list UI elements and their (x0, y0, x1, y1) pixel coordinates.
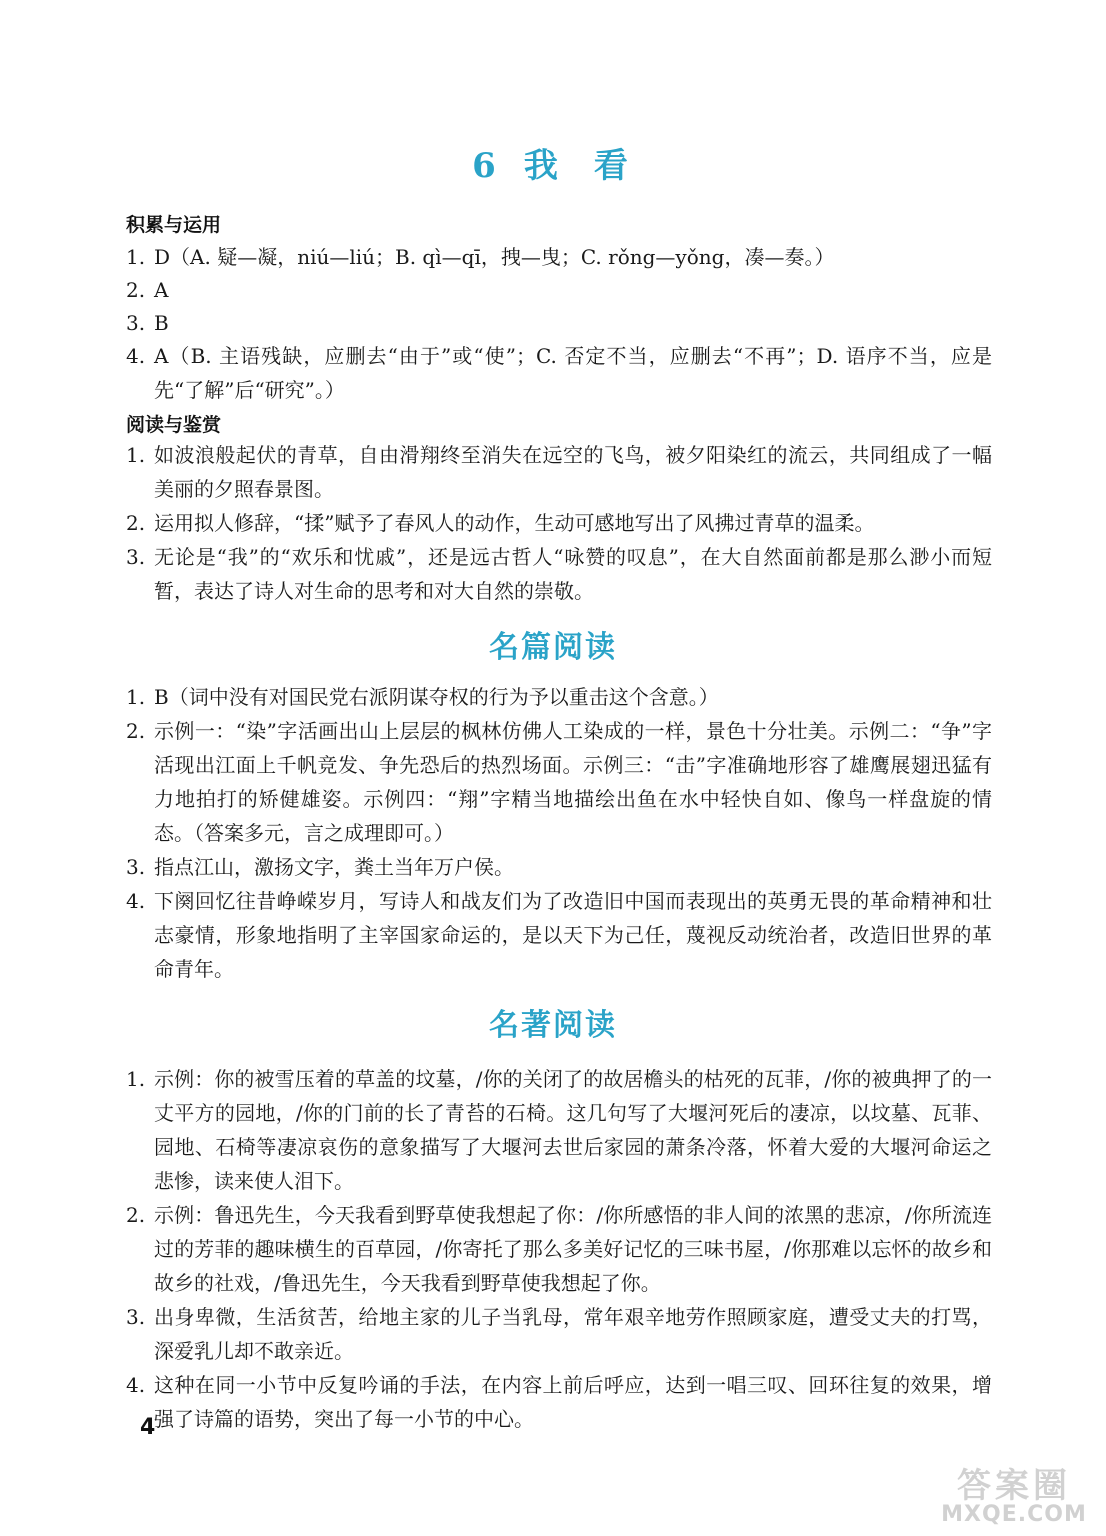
item-text: 示例一：“染”字活画出山上层层的枫林仿佛人工染成的一样，景色十分壮美。示例二：“争”字活现出江面上千帆竞发、争先恐后的热烈场面。示例三：“击”字准确地形容了雄鹰展翅迅猛有力地拍打的矫健雄姿。示例四：“翔”字精当地描绘出鱼在水中轻快自如、像鸟一样盘旋的情态。（答案多元，言之成理即可。） (154, 719, 992, 845)
item-text: 这种在同一小节中反复吟诵的手法，在内容上前后呼应，达到一唱三叹、回环往复的效果，增强了诗篇的语势，突出了每一小节的中心。 (154, 1373, 992, 1431)
list-item (126, 850, 992, 884)
item-number: 4. (126, 344, 146, 368)
watermark-logo (930, 1458, 1098, 1530)
item-text: A (154, 278, 169, 302)
list-item (126, 714, 992, 845)
item-text: 下阕回忆往昔峥嵘岁月，写诗人和战友们为了改造旧中国而表现出的英勇无畏的革命精神和壮志豪情，形象地指明了主宰国家命运的，是以天下为己任，蔑视反动统治者，改造旧世界的革命青年。 (154, 889, 992, 981)
item-number: 1. (126, 1067, 146, 1091)
lesson-title-word-2: 看 (593, 146, 634, 186)
item-text: 出身卑微，生活贫苦，给地主家的儿子当乳母，常年艰辛地劳作照顾家庭，遭受丈夫的打骂，深爱乳儿却不敢亲近。 (154, 1305, 992, 1363)
list-item (126, 540, 992, 603)
item-text: 运用拟人修辞，“揉”赋予了春风人的动作，生动可感地写出了风拂过青草的温柔。 (154, 511, 875, 535)
watermark-chinese: 答案圈 (957, 1466, 1071, 1506)
item-number: 2. (126, 511, 146, 535)
list-item (126, 240, 992, 274)
item-number: 3. (126, 545, 146, 569)
item-text: 示例：你的被雪压着的草盖的坟墓，/你的关闭了的故居檐头的枯死的瓦菲，/你的被典押了的一丈平方的园地，/你的门前的长了青苔的石椅。这几句写了大堰河死后的凄凉，以坟墓、瓦菲、园地、石椅等凄凉哀伤的意象描写了大堰河去世后家园的萧条冷落，怀着大爱的大堰河命运之悲惨，读来使人泪下。 (154, 1067, 992, 1193)
list-item (126, 306, 992, 340)
list-item (126, 1300, 992, 1363)
item-number: 1. (126, 245, 146, 269)
list-item (126, 438, 992, 501)
item-number: 2. (126, 278, 146, 302)
item-number: 3. (126, 311, 146, 335)
list-item (126, 1198, 992, 1295)
item-text: D（A. 疑—凝，niú—liú；B. qì—qī，拽—曳；C. rǒng—yǒng，凑—奏。） (154, 245, 835, 269)
list-item (126, 884, 992, 981)
watermark-url: MXQE.COM (941, 1502, 1087, 1527)
item-number: 3. (126, 855, 146, 879)
page-title (0, 138, 1106, 187)
list-item (126, 680, 992, 714)
item-text: 示例：鲁迅先生，今天我看到野草使我想起了你：/你所感悟的非人间的浓黑的悲凉，/你所流连过的芳菲的趣味横生的百草园，/你寄托了那么多美好记忆的三味书屋，/你那难以忘怀的故乡和故乡的社戏，/鲁迅先生，今天我看到野草使我想起了你。 (154, 1203, 992, 1295)
item-number: 1. (126, 443, 146, 467)
item-text: 无论是“我”的“欢乐和忧戚”，还是远古哲人“咏赞的叹息”，在大自然面前都是那么渺小而短暂，表达了诗人对生命的思考和对大自然的崇敬。 (154, 545, 992, 603)
item-number: 4. (126, 889, 146, 913)
section-heading-accumulation: 积累与运用 (126, 214, 222, 236)
section-heading-classic-books: 名著阅读 (489, 1008, 617, 1043)
item-number: 2. (126, 1203, 146, 1227)
item-text: A（B. 主语残缺，应删去“由于”或“使”；C. 否定不当，应删去“不再”；D. 语序不当，应是先“了解”后“研究”。） (154, 344, 992, 402)
lesson-number: 6 (472, 146, 502, 186)
list-item (126, 273, 992, 307)
page-number: 4 (140, 1415, 156, 1440)
item-text: B (154, 311, 169, 335)
item-text: B（词中没有对国民党右派阴谋夺权的行为予以重击这个含意。） (154, 685, 719, 709)
list-item (126, 1062, 992, 1193)
section-heading-reading-appreciation: 阅读与鉴赏 (126, 414, 222, 436)
item-number: 2. (126, 719, 146, 743)
item-text: 指点江山，激扬文字，粪土当年万户侯。 (154, 855, 514, 879)
list-item (126, 339, 992, 402)
list-item (126, 506, 992, 540)
item-number: 1. (126, 685, 146, 709)
item-number: 4. (126, 1373, 146, 1397)
item-number: 3. (126, 1305, 146, 1329)
item-text: 如波浪般起伏的青草，自由滑翔终至消失在远空的飞鸟，被夕阳染红的流云，共同组成了一幅美丽的夕照春景图。 (154, 443, 992, 501)
section-heading-famous-works: 名篇阅读 (489, 630, 617, 665)
list-item (126, 1368, 992, 1431)
lesson-title-word-1: 我 (523, 146, 564, 186)
